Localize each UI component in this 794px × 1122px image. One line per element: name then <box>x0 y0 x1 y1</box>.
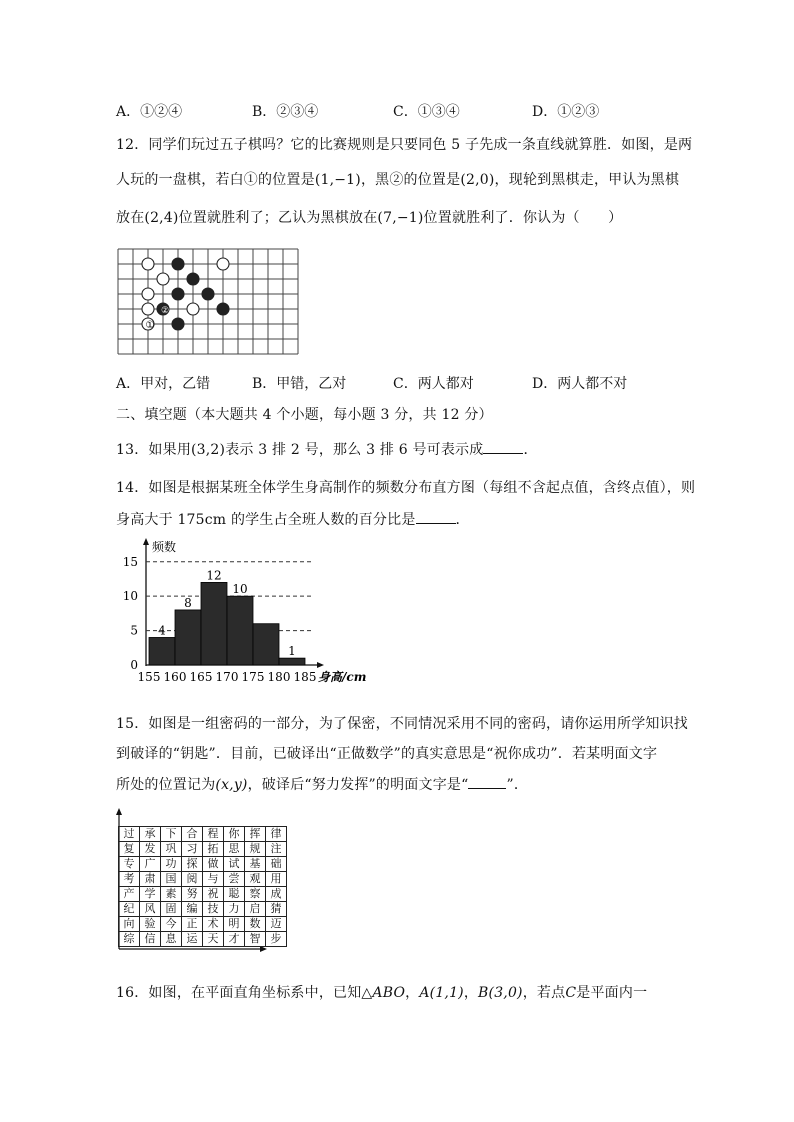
cipher-cell: 信 <box>140 932 161 947</box>
q11-option-a: A．①②④ <box>116 104 183 120</box>
q14-text: ． <box>455 512 470 528</box>
cipher-cell: 息 <box>161 932 182 947</box>
cipher-cell: 考 <box>119 872 140 887</box>
q15-line1: 15．如图是一组密码的一部分，为了保密，不同情况采用不同的密码，请你运用所学知识找 <box>116 716 689 732</box>
q16-text: 是平面内一 <box>576 985 648 1001</box>
cipher-cell: 向 <box>119 917 140 932</box>
q12-option-b: B．甲错，乙对 <box>252 376 347 392</box>
q15-coord: (x,y) <box>215 777 248 793</box>
q12-line3 <box>116 207 622 227</box>
cipher-row <box>119 902 287 917</box>
cipher-cell: 力 <box>224 902 245 917</box>
section2-heading: 二、填空题（本大题共 4 个小题，每小题 3 分，共 12 分） <box>116 407 493 423</box>
white-stone <box>142 288 154 300</box>
histogram-bar <box>279 658 305 665</box>
cipher-cell: 风 <box>140 902 161 917</box>
cipher-cell: 基 <box>245 857 266 872</box>
cipher-grid <box>118 826 287 947</box>
q11-option-d: D．①②③ <box>532 104 600 120</box>
cipher-row <box>119 827 287 842</box>
x-tick-label: 165 <box>189 670 213 684</box>
q14-answer-blank[interactable] <box>416 511 456 524</box>
q16-line <box>116 982 647 1002</box>
q15-text: 所处的位置记为 <box>116 777 216 793</box>
black-stone <box>172 258 184 270</box>
q13-answer-blank[interactable] <box>483 441 523 454</box>
q16-text: ， <box>463 985 479 1001</box>
q16-point-c: C <box>565 985 577 1001</box>
cipher-row <box>119 932 287 947</box>
cipher-cell: 与 <box>203 872 224 887</box>
height-histogram <box>112 538 374 688</box>
cipher-cell: 注 <box>266 842 287 857</box>
q12-text: ，黑②的位置是 <box>360 172 461 188</box>
q14-line2 <box>116 509 470 529</box>
cipher-cell: 明 <box>224 917 245 932</box>
cipher-cell: 素 <box>161 887 182 902</box>
cipher-row <box>119 857 287 872</box>
black-stone <box>172 318 184 330</box>
histogram-bar <box>175 610 201 665</box>
cipher-cell: 做 <box>203 857 224 872</box>
cipher-cell: 迈 <box>266 917 287 932</box>
q14-line1: 14．如图是根据某班全体学生身高制作的频数分布直方图（每组不含起点值，含终点值），则 <box>116 480 696 496</box>
gomoku-board <box>114 244 308 358</box>
white-stone-marker: ① <box>145 320 155 331</box>
q16-text: 16．如图，在平面直角坐标系中，已知△ <box>116 985 373 1001</box>
q12-text: 放在 <box>116 210 145 226</box>
q12-text: 位置就胜利了；乙认为黑棋放在 <box>178 210 378 226</box>
cipher-cell: 智 <box>245 932 266 947</box>
q12-option-c: C．两人都对 <box>393 376 474 392</box>
q15-answer-blank[interactable] <box>468 776 506 789</box>
x-axis-arrow <box>317 662 324 668</box>
cipher-cell: 承 <box>140 827 161 842</box>
q16-triangle: ABO <box>372 985 406 1001</box>
cipher-cell: 你 <box>224 827 245 842</box>
y-axis-label: 频数 <box>152 540 177 554</box>
cipher-cell: 学 <box>140 887 161 902</box>
cipher-cell: 复 <box>119 842 140 857</box>
cipher-cell: 合 <box>182 827 203 842</box>
cipher-cell: 础 <box>266 857 287 872</box>
bar-data-label: 10 <box>232 582 248 597</box>
q12-coord-jia: (2,4) <box>144 210 179 226</box>
cipher-cell: 观 <box>245 872 266 887</box>
cipher-cell: 尝 <box>224 872 245 887</box>
cipher-cell: 努 <box>182 887 203 902</box>
q12-option-d: D．两人都不对 <box>532 376 628 392</box>
cipher-cell: 过 <box>119 827 140 842</box>
cipher-cell: 广 <box>140 857 161 872</box>
cipher-cell: 巩 <box>161 842 182 857</box>
cipher-cell: 拓 <box>203 842 224 857</box>
cipher-cell: 察 <box>245 887 266 902</box>
cipher-row <box>119 872 287 887</box>
cipher-cell: 今 <box>161 917 182 932</box>
cipher-cell: 验 <box>140 917 161 932</box>
black-stone <box>172 288 184 300</box>
cipher-cell: 正 <box>182 917 203 932</box>
cipher-cell: 发 <box>140 842 161 857</box>
y-tick-label: 0 <box>130 658 138 672</box>
cipher-cell: 数 <box>245 917 266 932</box>
q15-text: ”． <box>506 777 529 793</box>
y-axis-arrow <box>143 538 149 545</box>
cipher-row <box>119 887 287 902</box>
black-stone <box>202 288 214 300</box>
histogram-bar <box>149 637 175 665</box>
cipher-cell: 聪 <box>224 887 245 902</box>
q12-coord-white: (1,−1) <box>314 172 361 188</box>
white-stone <box>142 258 154 270</box>
cipher-cell: 运 <box>182 932 203 947</box>
q13-text: 表示 3 排 2 号，那么 3 排 6 号可表示成 <box>225 442 484 458</box>
black-stone <box>217 303 229 315</box>
cipher-cell: 固 <box>161 902 182 917</box>
q12-line2 <box>116 169 679 189</box>
cipher-cell: 肃 <box>140 872 161 887</box>
cipher-cell: 试 <box>224 857 245 872</box>
y-tick-label: 15 <box>122 554 138 569</box>
cipher-cell: 启 <box>245 902 266 917</box>
cipher-cell: 规 <box>245 842 266 857</box>
black-stone <box>187 273 199 285</box>
cipher-cell: 步 <box>266 932 287 947</box>
cipher-cell: 挥 <box>245 827 266 842</box>
bar-data-label: 8 <box>184 595 192 610</box>
q12-text: 人玩的一盘棋，若白①的位置是 <box>116 172 315 188</box>
q13-text: ． <box>523 442 538 458</box>
q14-text: 身高大于 175cm 的学生占全班人数的百分比是 <box>116 512 416 528</box>
q12-line1: 12．同学们玩过五子棋吗？它的比赛规则是只要同色 5 子先成一条直线就算胜．如图，是两 <box>116 137 693 153</box>
y-tick-label: 5 <box>130 623 138 638</box>
x-tick-label: 160 <box>163 670 187 684</box>
x-tick-label: 185 <box>293 670 317 684</box>
white-stone <box>157 273 169 285</box>
q12-text: ，现轮到黑棋走，甲认为黑棋 <box>494 172 680 188</box>
q15-text: ，破译后“努力发挥”的明面文字是“ <box>247 777 469 793</box>
cipher-cell: 专 <box>119 857 140 872</box>
cipher-cell: 天 <box>203 932 224 947</box>
white-stone <box>142 303 154 315</box>
white-stone <box>217 258 229 270</box>
cipher-cell: 纪 <box>119 902 140 917</box>
q12-text: 位置就胜利了．你认为（ ） <box>423 210 623 226</box>
bar-data-label: 12 <box>206 568 222 583</box>
white-stone <box>187 303 199 315</box>
q12-coord-yi: (7,−1) <box>377 210 424 226</box>
cipher-cell: 下 <box>161 827 182 842</box>
q15-line3 <box>116 774 528 794</box>
q16-point-b: B(3,0) <box>478 985 523 1001</box>
cipher-cell: 产 <box>119 887 140 902</box>
bar-data-label: 1 <box>288 644 296 659</box>
cipher-cell: 成 <box>266 887 287 902</box>
x-tick-label: 155 <box>137 670 161 684</box>
q12-option-a: A．甲对，乙错 <box>116 376 211 392</box>
cipher-cell: 编 <box>182 902 203 917</box>
cipher-row <box>119 842 287 857</box>
cipher-cell: 程 <box>203 827 224 842</box>
black-stone-marker: ② <box>160 306 170 316</box>
cipher-cell: 综 <box>119 932 140 947</box>
cipher-cell: 技 <box>203 902 224 917</box>
q16-point-a: A(1,1) <box>419 985 464 1001</box>
histogram-bar <box>227 596 253 665</box>
cipher-cell: 功 <box>161 857 182 872</box>
q13-text: 13．如果用 <box>116 442 192 458</box>
cipher-cell: 用 <box>266 872 287 887</box>
cipher-cell: 探 <box>182 857 203 872</box>
cipher-cell: 才 <box>224 932 245 947</box>
cipher-cell: 思 <box>224 842 245 857</box>
q11-option-b: B．②③④ <box>252 104 319 120</box>
x-axis-label: 身高/cm <box>318 670 367 684</box>
histogram-bar <box>201 582 227 665</box>
cipher-row <box>119 917 287 932</box>
cipher-cell: 律 <box>266 827 287 842</box>
q13-coord: (3,2) <box>191 442 226 458</box>
cipher-cell: 阅 <box>182 872 203 887</box>
cipher-cell: 习 <box>182 842 203 857</box>
cipher-cell: 术 <box>203 917 224 932</box>
q13-line <box>116 439 538 459</box>
x-tick-label: 170 <box>215 670 239 684</box>
q11-option-c: C．①③④ <box>393 104 460 120</box>
cipher-cell: 猜 <box>266 902 287 917</box>
x-tick-label: 180 <box>267 670 291 684</box>
cipher-cell: 国 <box>161 872 182 887</box>
y-tick-label: 10 <box>122 589 138 604</box>
q15-line2: 到破译的“钥匙”．目前，已破译出“正做数学”的真实意思是“祝你成功”．若某明面文字 <box>116 746 658 762</box>
histogram-bar <box>253 624 279 665</box>
x-tick-label: 175 <box>241 670 265 684</box>
q16-text: ，若点 <box>522 985 566 1001</box>
cipher-cell: 祝 <box>203 887 224 902</box>
bar-data-label: 4 <box>158 623 166 638</box>
q16-text: ， <box>405 985 420 1001</box>
q12-coord-black: (2,0) <box>460 172 495 188</box>
